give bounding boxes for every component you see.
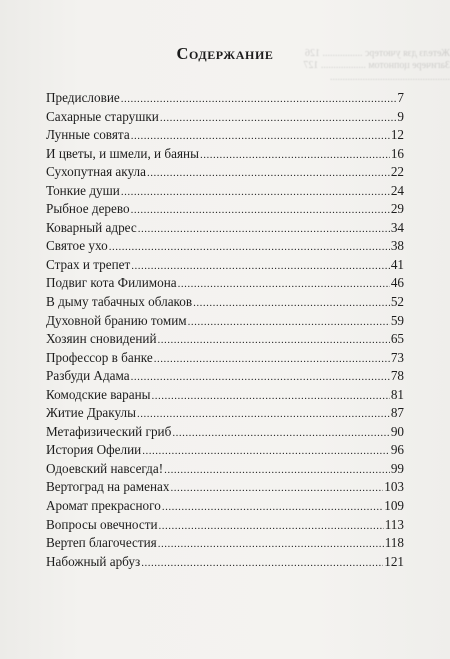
dot-leader	[170, 479, 383, 498]
toc-entry	[46, 367, 404, 386]
toc-entry	[46, 219, 404, 238]
dot-leader	[188, 313, 390, 332]
toc-entry	[46, 163, 404, 182]
toc-entry-page: 113	[384, 516, 404, 532]
dot-leader	[164, 461, 390, 480]
toc-entry-title: Метафизический гриб	[46, 423, 172, 439]
toc-entry-title: Лунные совята	[46, 127, 130, 143]
toc-entry-page: 29	[390, 201, 404, 217]
toc-entry	[46, 126, 404, 145]
toc-entry	[46, 553, 404, 572]
toc-entry-page: 96	[390, 442, 404, 458]
dot-leader	[193, 294, 390, 313]
toc-entry	[46, 423, 404, 442]
toc-entry-title: Аромат прекрасного	[46, 498, 161, 514]
toc-entry	[46, 330, 404, 349]
toc-entry-page: 9	[397, 108, 404, 124]
toc-entry-title: Комодские вараны	[46, 386, 151, 402]
toc-entry	[46, 274, 404, 293]
dot-leader	[200, 146, 390, 165]
toc-entry-page: 16	[390, 145, 404, 161]
dot-leader	[138, 220, 390, 239]
toc-entry	[46, 256, 404, 275]
toc-entry-page: 12	[390, 127, 404, 143]
toc-entry-title: Вертоград на раменах	[46, 479, 170, 495]
toc-entry-page: 121	[384, 553, 404, 569]
toc-entry	[46, 312, 404, 331]
toc-entry	[46, 516, 404, 535]
toc-entry-title: Житие Дракулы	[46, 405, 136, 421]
toc-entry-title: Разбуди Адама	[46, 368, 130, 384]
toc-entry-title: Святое ухо	[46, 238, 108, 254]
toc-entry-title: История Офелии	[46, 442, 142, 458]
dot-leader	[160, 109, 397, 128]
toc-entry-page: 24	[390, 182, 404, 198]
toc-entry-title: Предисловие	[46, 90, 120, 105]
toc-entry-title: Хозяин сновидений	[46, 331, 157, 347]
dot-leader	[137, 405, 390, 424]
dot-leader	[121, 183, 390, 202]
toc-entry	[46, 89, 404, 108]
toc-entry	[46, 478, 404, 497]
toc-entry	[46, 200, 404, 219]
toc-heading: Содержание	[176, 44, 274, 63]
toc-entry-title: Рыбное дерево	[46, 201, 130, 217]
toc-entry	[46, 145, 404, 164]
toc-entry-page: 87	[390, 405, 404, 421]
toc-entry-title: Сухопутная акула	[46, 164, 146, 180]
dot-leader	[158, 535, 384, 554]
dot-leader	[159, 517, 384, 536]
toc-entry-title: Одоевский навсегда!	[46, 460, 164, 476]
toc-entry-title: Страх и трепет	[46, 256, 131, 272]
toc-entry-title: И цветы, и шмели, и баяны	[46, 145, 199, 161]
toc-entry	[46, 534, 404, 553]
toc-entry-page: 103	[384, 479, 404, 495]
dot-leader	[141, 554, 383, 573]
toc-entry	[46, 386, 404, 405]
toc-entry-title: Коварный адрес	[46, 219, 137, 235]
toc-entry-title: Тонкие души	[46, 182, 120, 198]
toc-entry-page: 46	[390, 275, 404, 291]
toc-entry	[46, 182, 404, 201]
dot-leader	[142, 442, 390, 461]
show-through-text: Жетелз дзя учютерс ................ 126 Загичере цопнотом .................. 127 ................................................	[303, 48, 450, 83]
toc-entry-page: 52	[390, 294, 404, 310]
toc-entry-page: 65	[390, 331, 404, 347]
toc-entry	[46, 497, 404, 516]
toc-entry	[46, 349, 404, 368]
toc-entry	[46, 237, 404, 256]
toc-entry-title: Вопросы овечности	[46, 516, 158, 532]
toc-entry-page: 90	[390, 423, 404, 439]
toc-entry-title: Сахарные старушки	[46, 108, 159, 124]
toc-entry-page: 73	[390, 349, 404, 365]
toc-entry-title: Набожный арбуз	[46, 553, 141, 569]
dot-leader	[152, 387, 390, 406]
toc-entry-page: 109	[384, 498, 404, 514]
toc-entry-page: 34	[390, 219, 404, 235]
toc-entry-page: 22	[390, 164, 404, 180]
dot-leader	[162, 498, 383, 517]
dot-leader	[121, 90, 397, 109]
dot-leader	[172, 424, 390, 443]
toc-entry-page: 81	[390, 386, 404, 402]
toc-entry-title: Духовной бранию томим	[46, 312, 187, 328]
dot-leader	[178, 275, 390, 294]
dot-leader	[109, 238, 390, 257]
dot-leader	[154, 350, 390, 369]
toc-entry-page: 118	[384, 535, 404, 551]
toc-entry	[46, 293, 404, 312]
toc-entry-page: 99	[390, 460, 404, 476]
toc-entry	[46, 404, 404, 423]
toc-entry-title: Вертеп благочестия	[46, 535, 157, 551]
toc-entry-title: Профессор в банке	[46, 349, 153, 365]
toc-entry-page: 38	[390, 238, 404, 254]
toc-entry	[46, 108, 404, 127]
toc-entry	[46, 441, 404, 460]
toc-entry-title: В дыму табачных облаков	[46, 294, 193, 310]
toc-entry-title: Подвиг кота Филимона	[46, 275, 177, 291]
dot-leader	[147, 164, 390, 183]
toc-list	[46, 89, 404, 571]
dot-leader	[158, 331, 390, 350]
dot-leader	[131, 127, 390, 146]
dot-leader	[131, 201, 390, 220]
toc-entry-page: 59	[390, 312, 404, 328]
toc-entry	[46, 460, 404, 479]
toc-entry-page: 78	[390, 368, 404, 384]
dot-leader	[131, 368, 390, 387]
dot-leader	[131, 257, 390, 276]
toc-entry-page: 41	[390, 256, 404, 272]
toc-entry-page: 7	[397, 90, 404, 105]
